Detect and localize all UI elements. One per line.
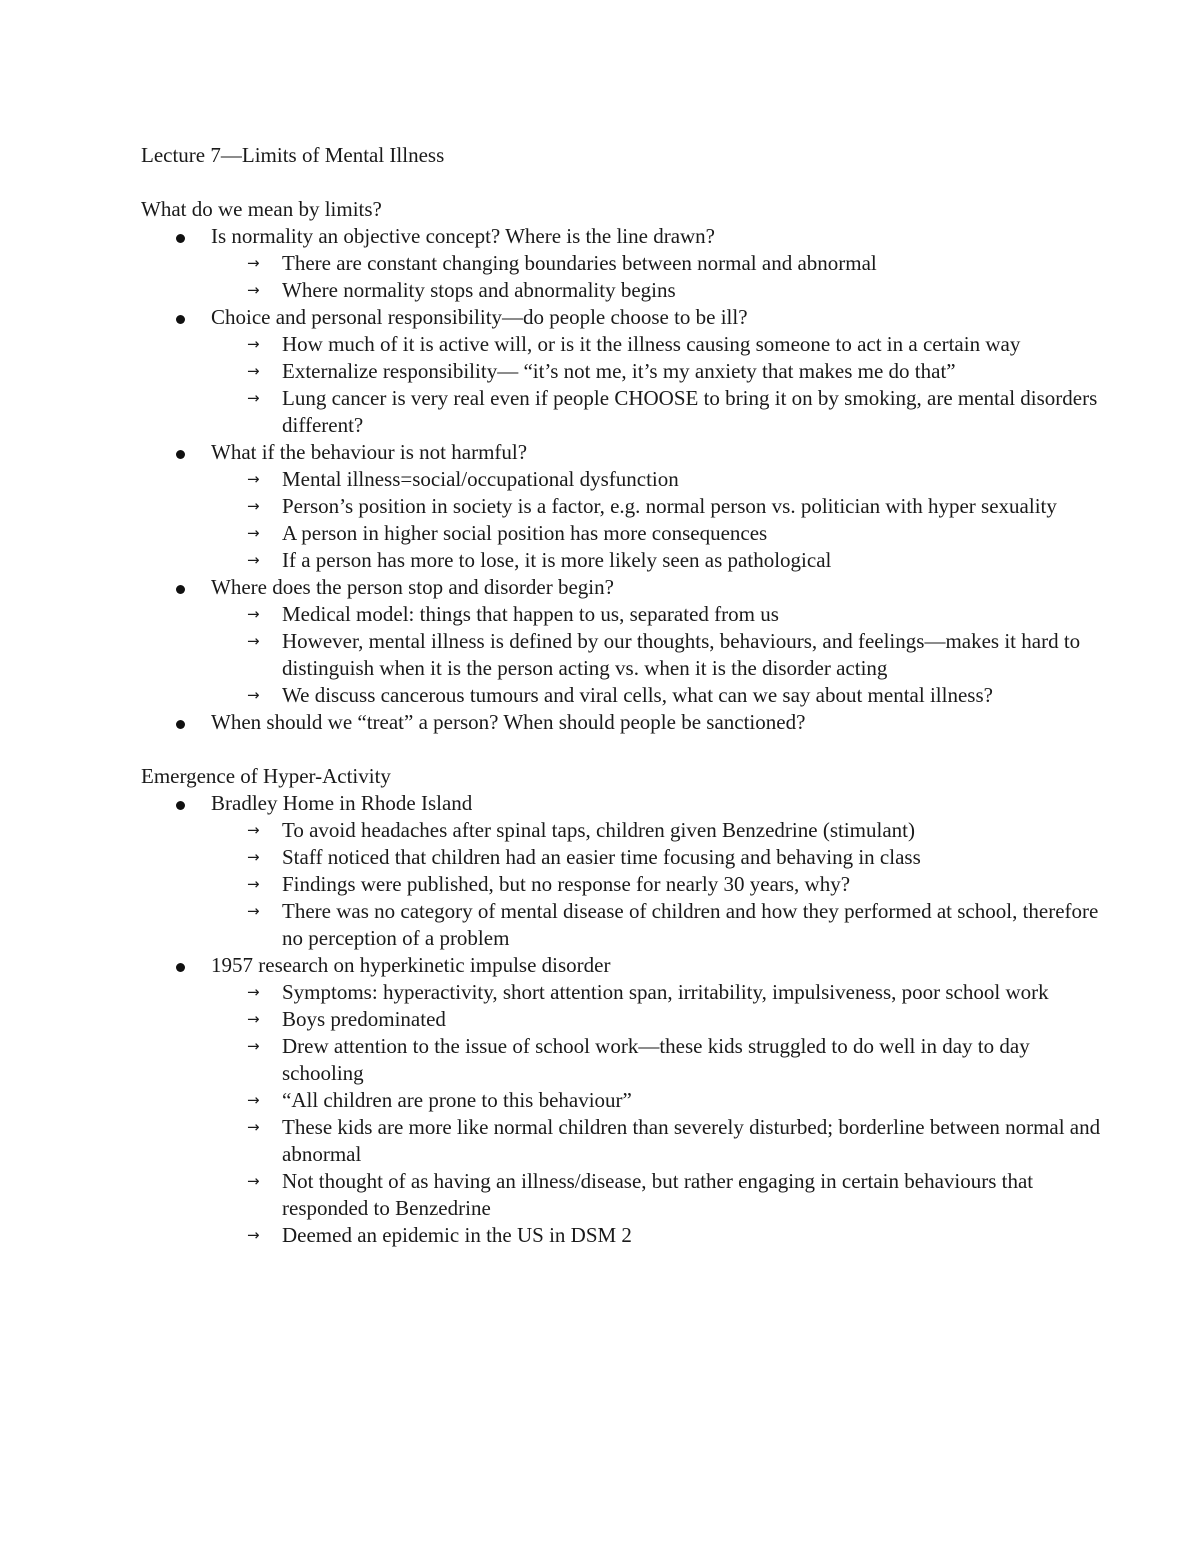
sub-bullet-item: [211, 493, 1101, 520]
sub-bullet-item: [211, 358, 1101, 385]
sub-bullet-text: Not thought of as having an illness/disease, but rather engaging in certain behaviours that responded to Benzedrine: [282, 1169, 1034, 1220]
arrow-right-icon: →: [247, 470, 260, 488]
sub-bullet-text: To avoid headaches after spinal taps, children given Benzedrine (stimulant): [282, 818, 915, 842]
section-heading: Emergence of Hyper-Activity: [141, 764, 391, 788]
sub-bullet-text: Staff noticed that children had an easier time focusing and behaving in class: [282, 845, 921, 869]
bullet-dot-icon: [176, 450, 185, 459]
bullet-dot-icon: [176, 585, 185, 594]
arrow-right-icon: →: [247, 1172, 260, 1190]
bullet-text: What if the behaviour is not harmful?: [211, 440, 528, 464]
sub-bullet-text: However, mental illness is defined by our thoughts, behaviours, and feelings—makes it hard to distinguish when it is the person acting vs. when it is the disorder acting: [282, 629, 1081, 680]
sub-bullet-text: Deemed an epidemic in the US in DSM 2: [282, 1223, 632, 1247]
sub-bullet-item: [211, 871, 1101, 898]
sub-bullet-item: [211, 520, 1101, 547]
sub-bullet-text: Externalize responsibility— “it’s not me, it’s my anxiety that makes me do that”: [282, 359, 956, 383]
document-body: [141, 169, 1101, 1249]
bullet-item: [141, 439, 1101, 574]
bullet-text: 1957 research on hyperkinetic impulse disorder: [211, 953, 611, 977]
bullet-item: [141, 790, 1101, 952]
bullet-item: [141, 709, 1101, 736]
arrow-right-icon: →: [247, 1118, 260, 1136]
arrow-right-icon: →: [247, 497, 260, 515]
sub-bullet-item: [211, 250, 1101, 277]
bullet-item: [141, 223, 1101, 304]
sub-bullet-item: [211, 1087, 1101, 1114]
sub-bullet-text: Findings were published, but no response for nearly 30 years, why?: [282, 872, 851, 896]
sub-bullet-list: [211, 250, 1101, 304]
sub-bullet-text: There was no category of mental disease of children and how they performed at school, therefore no perception of a problem: [282, 899, 1099, 950]
sub-bullet-text: A person in higher social position has more consequences: [282, 521, 768, 545]
sub-bullet-text: Boys predominated: [282, 1007, 446, 1031]
sub-bullet-text: Person’s position in society is a factor, e.g. normal person vs. politician with hyper sexuality: [282, 494, 1057, 518]
arrow-right-icon: →: [247, 632, 260, 650]
bullet-list: [141, 790, 1101, 1249]
bullet-list: [141, 223, 1101, 736]
arrow-right-icon: →: [247, 1037, 260, 1055]
arrow-right-icon: →: [247, 821, 260, 839]
sub-bullet-item: [211, 547, 1101, 574]
arrow-right-icon: →: [247, 524, 260, 542]
sub-bullet-item: [211, 898, 1101, 952]
sub-bullet-text: These kids are more like normal children than severely disturbed; borderline between normal and abnormal: [282, 1115, 1101, 1166]
bullet-text: Bradley Home in Rhode Island: [211, 791, 473, 815]
sub-bullet-text: Medical model: things that happen to us, separated from us: [282, 602, 779, 626]
arrow-right-icon: →: [247, 1010, 260, 1028]
arrow-right-icon: →: [247, 686, 260, 704]
sub-bullet-text: Mental illness=social/occupational dysfunction: [282, 467, 679, 491]
blank-line: [141, 169, 1101, 196]
sub-bullet-list: [211, 331, 1101, 439]
arrow-right-icon: →: [247, 983, 260, 1001]
document-page: [141, 142, 1101, 1249]
sub-bullet-text: Lung cancer is very real even if people CHOOSE to bring it on by smoking, are mental disorders different?: [282, 386, 1098, 437]
bullet-dot-icon: [176, 234, 185, 243]
sub-bullet-item: [211, 331, 1101, 358]
sub-bullet-list: [211, 817, 1101, 952]
arrow-right-icon: →: [247, 362, 260, 380]
sub-bullet-item: [211, 1033, 1101, 1087]
arrow-right-icon: →: [247, 1091, 260, 1109]
sub-bullet-text: “All children are prone to this behaviour”: [282, 1088, 632, 1112]
arrow-right-icon: →: [247, 335, 260, 353]
sub-bullet-item: [211, 844, 1101, 871]
arrow-right-icon: →: [247, 848, 260, 866]
sub-bullet-item: [211, 817, 1101, 844]
bullet-text: Where does the person stop and disorder begin?: [211, 575, 614, 599]
blank-line: [141, 736, 1101, 763]
sub-bullet-item: [211, 1006, 1101, 1033]
bullet-item: [141, 574, 1101, 709]
arrow-right-icon: →: [247, 254, 260, 272]
bullet-text: Choice and personal responsibility—do people choose to be ill?: [211, 305, 748, 329]
sub-bullet-text: There are constant changing boundaries between normal and abnormal: [282, 251, 877, 275]
sub-bullet-item: [211, 979, 1101, 1006]
sub-bullet-text: If a person has more to lose, it is more likely seen as pathological: [282, 548, 832, 572]
page-title: Lecture 7—Limits of Mental Illness: [141, 143, 445, 167]
arrow-right-icon: →: [247, 551, 260, 569]
sub-bullet-item: [211, 682, 1101, 709]
sub-bullet-item: [211, 1168, 1101, 1222]
arrow-right-icon: →: [247, 281, 260, 299]
bullet-dot-icon: [176, 315, 185, 324]
bullet-item: [141, 952, 1101, 1249]
bullet-dot-icon: [176, 801, 185, 810]
sub-bullet-text: Drew attention to the issue of school work—these kids struggled to do well in day to day schooling: [282, 1034, 1030, 1085]
sub-bullet-item: [211, 601, 1101, 628]
sub-bullet-item: [211, 466, 1101, 493]
sub-bullet-text: Symptoms: hyperactivity, short attention span, irritability, impulsiveness, poor school work: [282, 980, 1049, 1004]
sub-bullet-item: [211, 277, 1101, 304]
sub-bullet-list: [211, 601, 1101, 709]
sub-bullet-item: [211, 1114, 1101, 1168]
sub-bullet-item: [211, 628, 1101, 682]
arrow-right-icon: →: [247, 1226, 260, 1244]
bullet-item: [141, 304, 1101, 439]
bullet-dot-icon: [176, 963, 185, 972]
sub-bullet-text: Where normality stops and abnormality begins: [282, 278, 676, 302]
arrow-right-icon: →: [247, 389, 260, 407]
arrow-right-icon: →: [247, 875, 260, 893]
arrow-right-icon: →: [247, 605, 260, 623]
section-heading: What do we mean by limits?: [141, 197, 382, 221]
arrow-right-icon: →: [247, 902, 260, 920]
bullet-text: When should we “treat” a person? When should people be sanctioned?: [211, 710, 806, 734]
sub-bullet-item: [211, 385, 1101, 439]
sub-bullet-item: [211, 1222, 1101, 1249]
sub-bullet-text: How much of it is active will, or is it the illness causing someone to act in a certain way: [282, 332, 1021, 356]
sub-bullet-list: [211, 466, 1101, 574]
bullet-text: Is normality an objective concept? Where is the line drawn?: [211, 224, 715, 248]
sub-bullet-list: [211, 979, 1101, 1249]
bullet-dot-icon: [176, 720, 185, 729]
sub-bullet-text: We discuss cancerous tumours and viral cells, what can we say about mental illness?: [282, 683, 993, 707]
